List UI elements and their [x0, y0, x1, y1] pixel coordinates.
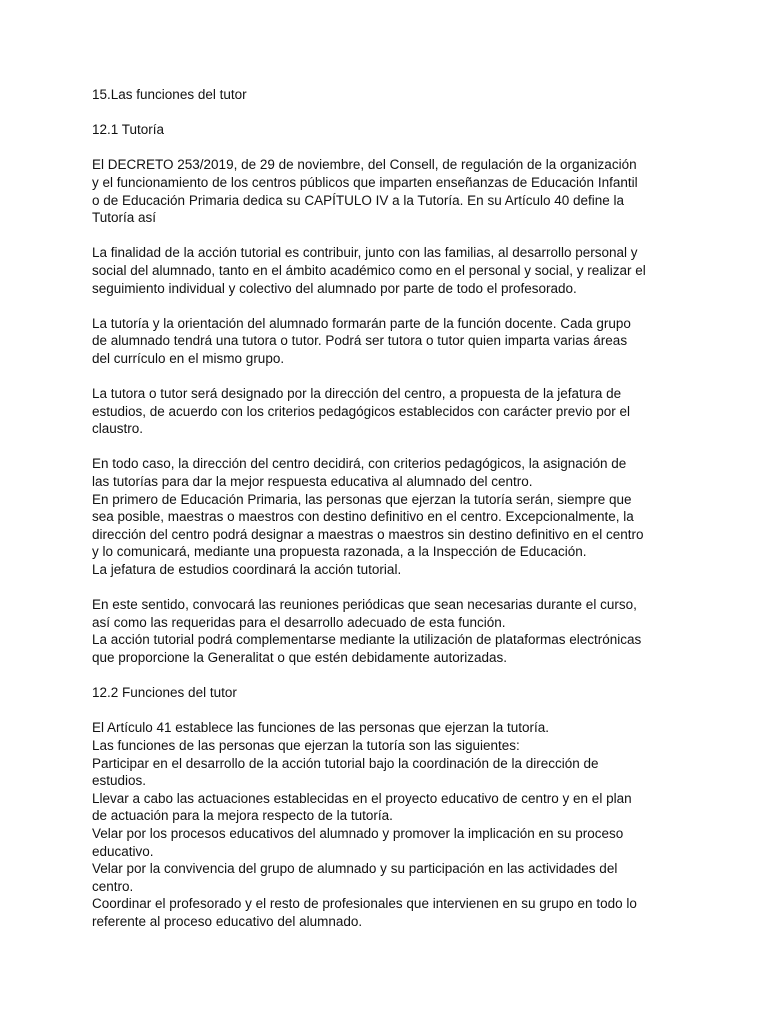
text-line: 12.1 Tutoría: [92, 122, 165, 138]
paragraph-decreto: [92, 156, 692, 226]
text-line: En este sentido, convocará las reuniones periódicas que sean necesarias durante el curso,: [92, 597, 637, 613]
text-line: educativo.: [92, 843, 154, 859]
text-line: estudios.: [92, 773, 147, 789]
text-line: referente al proceso educativo del alumnado.: [92, 913, 363, 929]
text-line: seguimiento individual y colectivo del alumnado por parte de todo el profesorado.: [92, 280, 577, 296]
section-heading-main: [92, 86, 692, 104]
text-line: El DECRETO 253/2019, de 29 de noviembre, del Consell, de regulación de la organización: [92, 157, 637, 173]
text-line: Coordinar el profesorado y el resto de profesionales que intervienen en su grupo en todo lo: [92, 896, 637, 912]
text-line: sea posible, maestras o maestros con destino definitivo en el centro. Excepcionalmente, la: [92, 509, 634, 525]
text-line: claustro.: [92, 421, 144, 437]
text-line: las tutorías para dar la mejor respuesta educativa al alumnado del centro.: [92, 474, 533, 490]
text-line: del currículo en el mismo grupo.: [92, 350, 285, 366]
text-line: En todo caso, la dirección del centro decidirá, con criterios pedagógicos, la asignación de: [92, 456, 627, 472]
document-page: [92, 86, 692, 948]
text-line: estudios, de acuerdo con los criterios pedagógicos establecidos con carácter previo por el: [92, 403, 631, 419]
paragraph-orientacion: [92, 315, 692, 368]
text-line: La acción tutorial podrá complementarse mediante la utilización de plataformas electrónicas: [92, 632, 642, 648]
text-line: y el funcionamiento de los centros públicos que imparten enseñanzas de Educación Infantil: [92, 174, 638, 190]
text-line: La tutora o tutor será designado por la dirección del centro, a propuesta de la jefatura de: [92, 386, 622, 402]
text-line: dirección del centro podrá designar a maestras o maestros sin destino definitivo en el centro: [92, 526, 644, 542]
text-line: Llevar a cabo las actuaciones establecidas en el proyecto educativo de centro y en el plan: [92, 790, 632, 806]
paragraph-articulo-41: [92, 719, 692, 930]
text-line: Tutoría así: [92, 210, 157, 226]
section-heading-funciones: [92, 684, 692, 702]
text-line: El Artículo 41 establece las funciones de las personas que ejerzan la tutoría.: [92, 720, 550, 736]
paragraph-asignacion: [92, 455, 692, 578]
text-line: En primero de Educación Primaria, las personas que ejerzan la tutoría serán, siempre que: [92, 491, 632, 507]
paragraph-reuniones: [92, 596, 692, 666]
text-line: social del alumnado, tanto en el ámbito académico como en el personal y social, y realizar el: [92, 262, 646, 278]
text-line: La finalidad de la acción tutorial es contribuir, junto con las familias, al desarrollo personal y: [92, 245, 638, 261]
text-line: que proporcione la Generalitat o que estén debidamente autorizadas.: [92, 650, 508, 665]
text-line: así como las requeridas para el desarrollo adecuado de esta función.: [92, 614, 506, 630]
text-line: Velar por la convivencia del grupo de alumnado y su participación en las actividades del: [92, 861, 618, 877]
text-line: y lo comunicará, mediante una propuesta razonada, a la Inspección de Educación.: [92, 544, 587, 560]
text-line: La tutoría y la orientación del alumnado formarán parte de la función docente. Cada grupo: [92, 315, 631, 331]
text-line: centro.: [92, 878, 134, 894]
text-line: 15.Las funciones del tutor: [92, 87, 247, 102]
paragraph-designacion: [92, 385, 692, 438]
text-line: 12.2 Funciones del tutor: [92, 685, 237, 701]
paragraph-finalidad: [92, 244, 692, 297]
text-line: Las funciones de las personas que ejerzan la tutoría son las siguientes:: [92, 737, 520, 753]
text-line: Participar en el desarrollo de la acción tutorial bajo la coordinación de la dirección de: [92, 755, 599, 771]
text-line: o de Educación Primaria dedica su CAPÍTULO IV a la Tutoría. En su Artículo 40 define la: [92, 192, 625, 208]
section-heading-tutoria: [92, 121, 692, 139]
text-line: de actuación para la mejora respecto de la tutoría.: [92, 808, 393, 824]
text-line: de alumnado tendrá una tutora o tutor. Podrá ser tutora o tutor quien imparta varias áreas: [92, 333, 628, 349]
text-line: Velar por los procesos educativos del alumnado y promover la implicación en su proceso: [92, 825, 624, 841]
text-line: La jefatura de estudios coordinará la acción tutorial.: [92, 562, 402, 578]
